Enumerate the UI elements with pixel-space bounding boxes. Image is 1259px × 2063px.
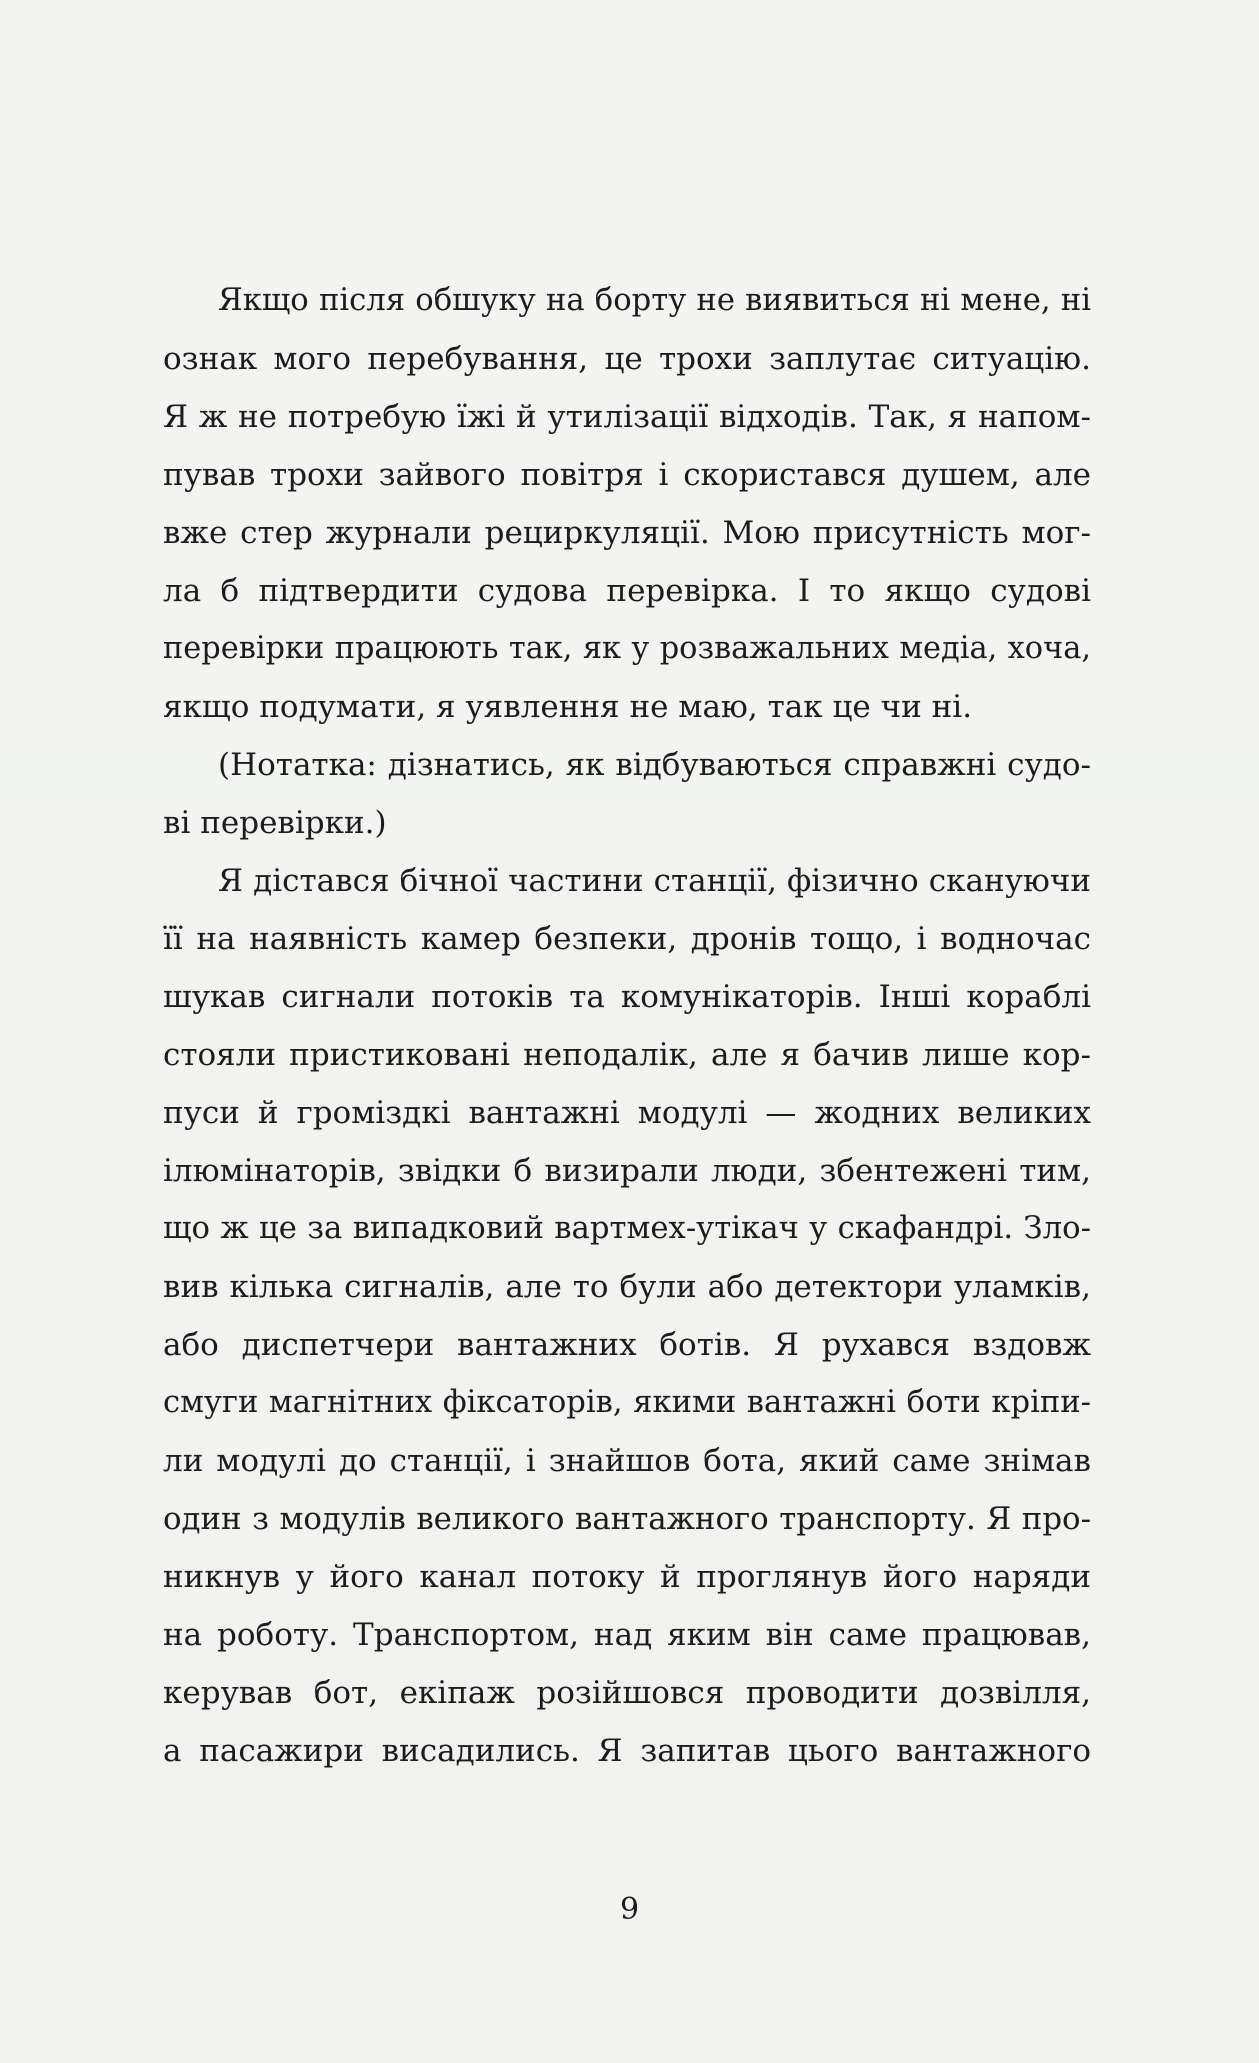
paragraph-3-line-16: а пасажири висадились. Я запитав цього вантажного <box>163 1733 1091 1769</box>
paragraph-3-line-6: ілюмінаторів, звідки б визирали люди, збентежені тим, <box>163 1153 1091 1189</box>
paragraph-1-line-7: перевірки працюють так, як у розважальних медіа, хоча, <box>163 631 1091 666</box>
paragraph-3-line-15: керував бот, екіпаж розійшовся проводити дозвілля, <box>163 1675 1091 1711</box>
paragraph-2-line-2: ві перевірки.) <box>163 805 387 841</box>
paragraph-1-line-5: вже стер журнали рециркуляції. Мою присутність мог- <box>163 515 1091 551</box>
page-number: 9 <box>619 1892 640 1927</box>
paragraph-1-line-6: ла б підтвердити судова перевірка. І то якщо судові <box>163 573 1091 609</box>
paragraph-3-line-4: стояли пристиковані неподалік, але я бачив лише кор- <box>163 1037 1091 1073</box>
paragraph-3-line-7: що ж це за випадковий вартмех-утікач у скафандрі. Зло- <box>163 1211 1091 1246</box>
paragraph-3-line-2: її на наявність камер безпеки, дронів тощо, і водночас <box>163 921 1091 957</box>
paragraph-3-line-10: смуги магнітних фіксаторів, якими вантажні боти кріпи- <box>163 1385 1091 1420</box>
paragraph-1-line-1: Якщо після обшуку на борту не виявиться ні мене, ні <box>218 283 1091 318</box>
paragraph-3-line-13: никнув у його канал потоку й проглянув його наряди <box>163 1559 1091 1595</box>
paragraph-3-line-1: Я дістався бічної частини станції, фізично скануючи <box>218 863 1091 899</box>
paragraph-3-line-8: вив кілька сигналів, але то були або детектори уламків, <box>163 1269 1091 1305</box>
paragraph-3-line-5: пуси й громіздкі вантажні модулі — жодних великих <box>163 1095 1091 1131</box>
paragraph-1-line-4: пував трохи зайвого повітря і скористався душем, але <box>163 457 1091 493</box>
paragraph-2-line-1: (Нотатка: дізнатись, як відбуваються справжні судо- <box>218 747 1091 783</box>
paragraph-1-line-2: ознак мого перебування, це трохи заплутає ситуацію. <box>163 341 1091 377</box>
paragraph-3-line-9: або диспетчери вантажних ботів. Я рухався вздовж <box>163 1327 1091 1363</box>
paragraph-3-line-3: шукав сигнали потоків та комунікаторів. Інші кораблі <box>163 979 1091 1015</box>
paragraph-3-line-11: ли модулі до станції, і знайшов бота, який саме знімав <box>163 1443 1091 1479</box>
paragraph-1-line-3: Я ж не потребую їжі й утилізації відходів. Так, я напом- <box>163 399 1091 435</box>
paragraph-3-line-14: на роботу. Транспортом, над яким він саме працював, <box>163 1617 1091 1653</box>
body-text <box>163 272 1091 1780</box>
paragraph-3-line-12: один з модулів великого вантажного транспорту. Я про- <box>163 1501 1091 1537</box>
paragraph-1-line-8: якщо подумати, я уявлення не маю, так це чи ні. <box>163 689 973 725</box>
